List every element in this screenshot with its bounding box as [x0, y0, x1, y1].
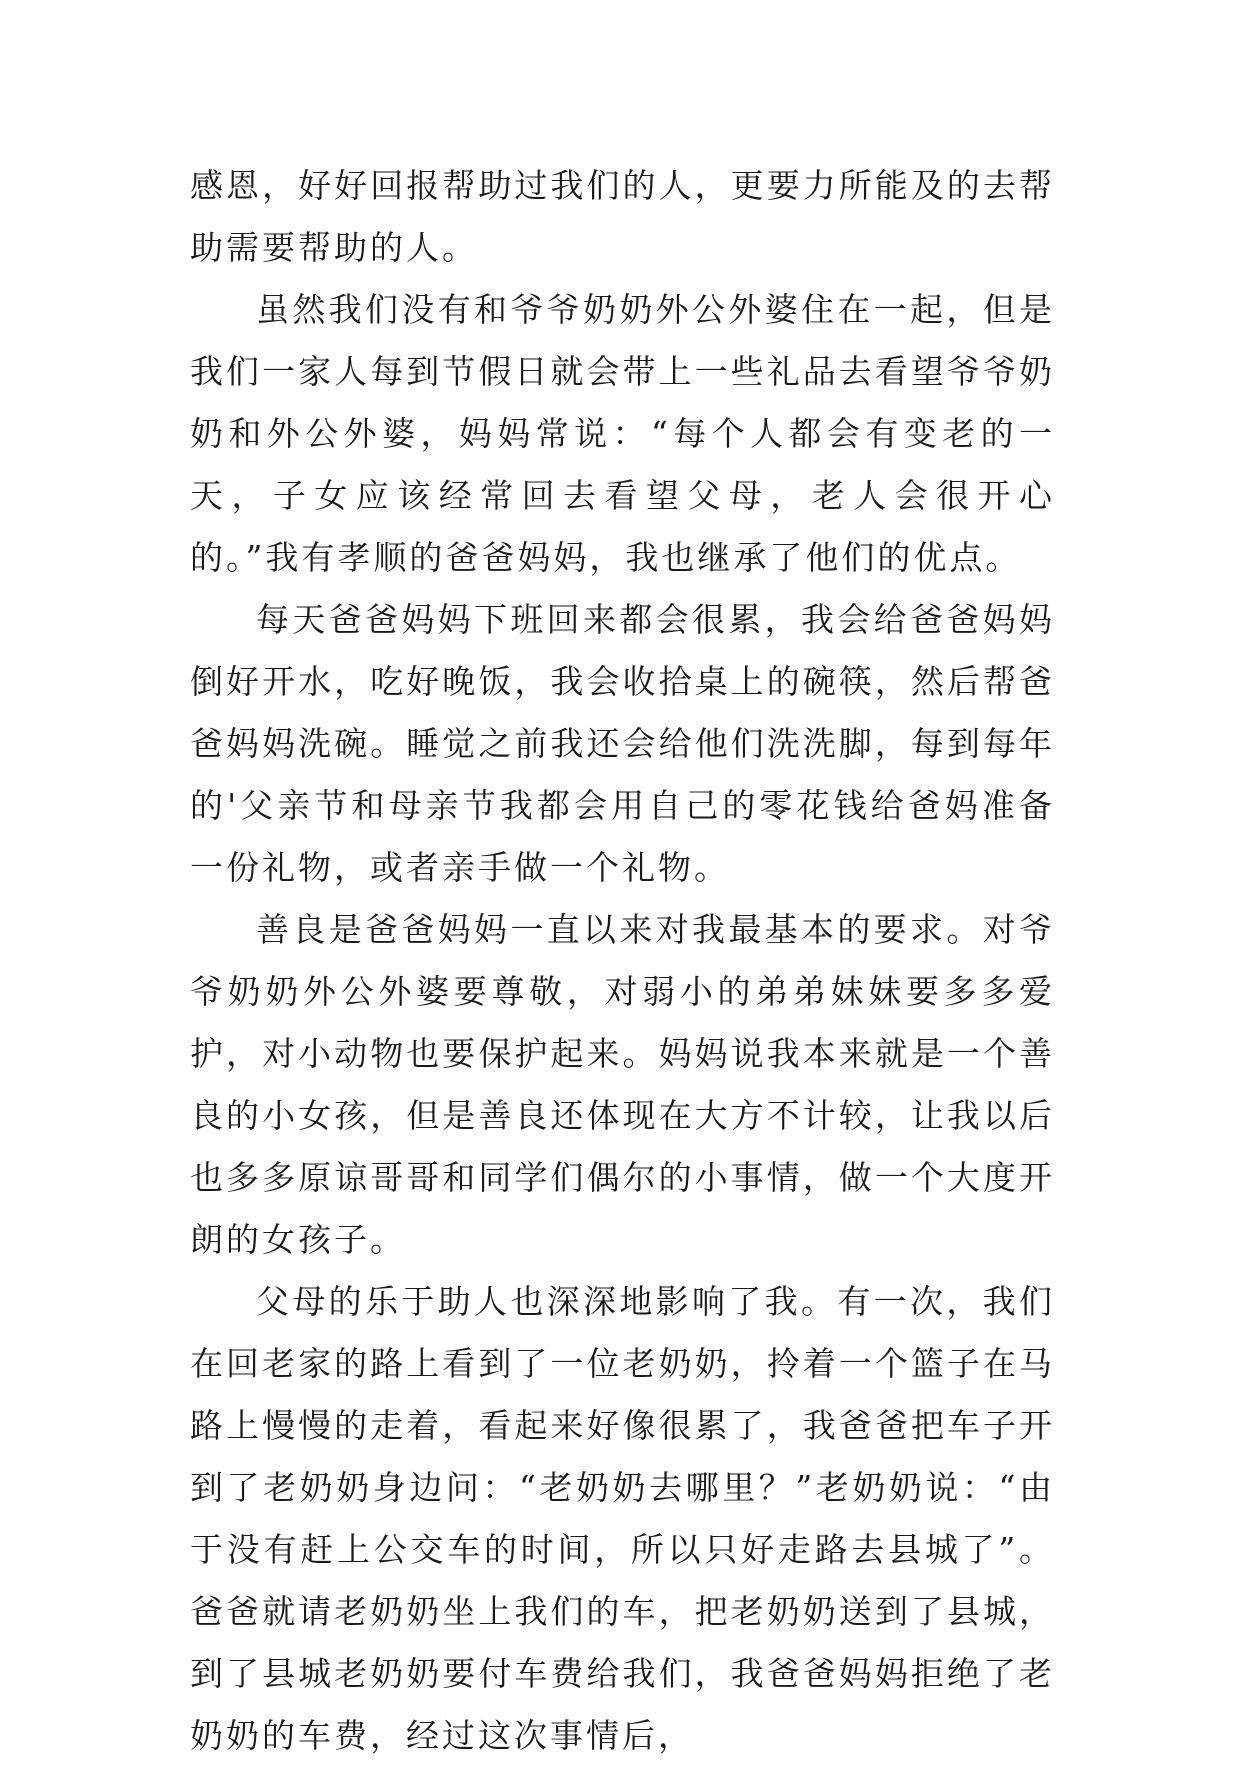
paragraph-continued: 感恩，好好回报帮助过我们的人，更要力所能及的去帮助需要帮助的人。 — [190, 166, 1055, 267]
paragraph-kindness: 善良是爸爸妈妈一直以来对我最基本的要求。对爷爷奶奶外公外婆要尊敬，对弱小的弟弟妹妹要多多爱护，对小动物也要保护起来。妈妈说我本来就是一个善良的小女孩，但是善良还体现在大方不计较，让我以后也多多原谅哥哥和同学们偶尔的小事情，做一个大度开朗的女孩子。 — [190, 910, 1055, 1259]
paragraph-helping-parents: 每天爸爸妈妈下班回来都会很累，我会给爸爸妈妈倒好开水，吃好晚饭，我会收拾桌上的碗筷，然后帮爸爸妈妈洗碗。睡觉之前我还会给他们洗洗脚，每到每年的'父亲节和母亲节我都会用自己的零花钱给爸妈准备一份礼物，或者亲手做一个礼物。 — [190, 600, 1055, 887]
paragraph-visiting-grandparents: 虽然我们没有和爷爷奶奶外公外婆住在一起，但是我们一家人每到节假日就会带上一些礼品去看望爷爷奶奶和外公外婆，妈妈常说：“每个人都会有变老的一天，子女应该经常回去看望父母，老人会很开心的。”我有孝顺的爸爸妈妈，我也继承了他们的优点。 — [190, 290, 1055, 577]
document-body — [190, 155, 1055, 1767]
paragraph-helping-others: 父母的乐于助人也深深地影响了我。有一次，我们在回老家的路上看到了一位老奶奶，拎着一个篮子在马路上慢慢的走着，看起来好像很累了，我爸爸把车子开到了老奶奶身边问：“老奶奶去哪里？”老奶奶说：“由于没有赶上公交车的时间，所以只好走路去县城了”。爸爸就请老奶奶坐上我们的车，把老奶奶送到了县城，到了县城老奶奶要付车费给我们，我爸爸妈妈拒绝了老奶奶的车费，经过这次事情后， — [190, 1282, 1055, 1755]
